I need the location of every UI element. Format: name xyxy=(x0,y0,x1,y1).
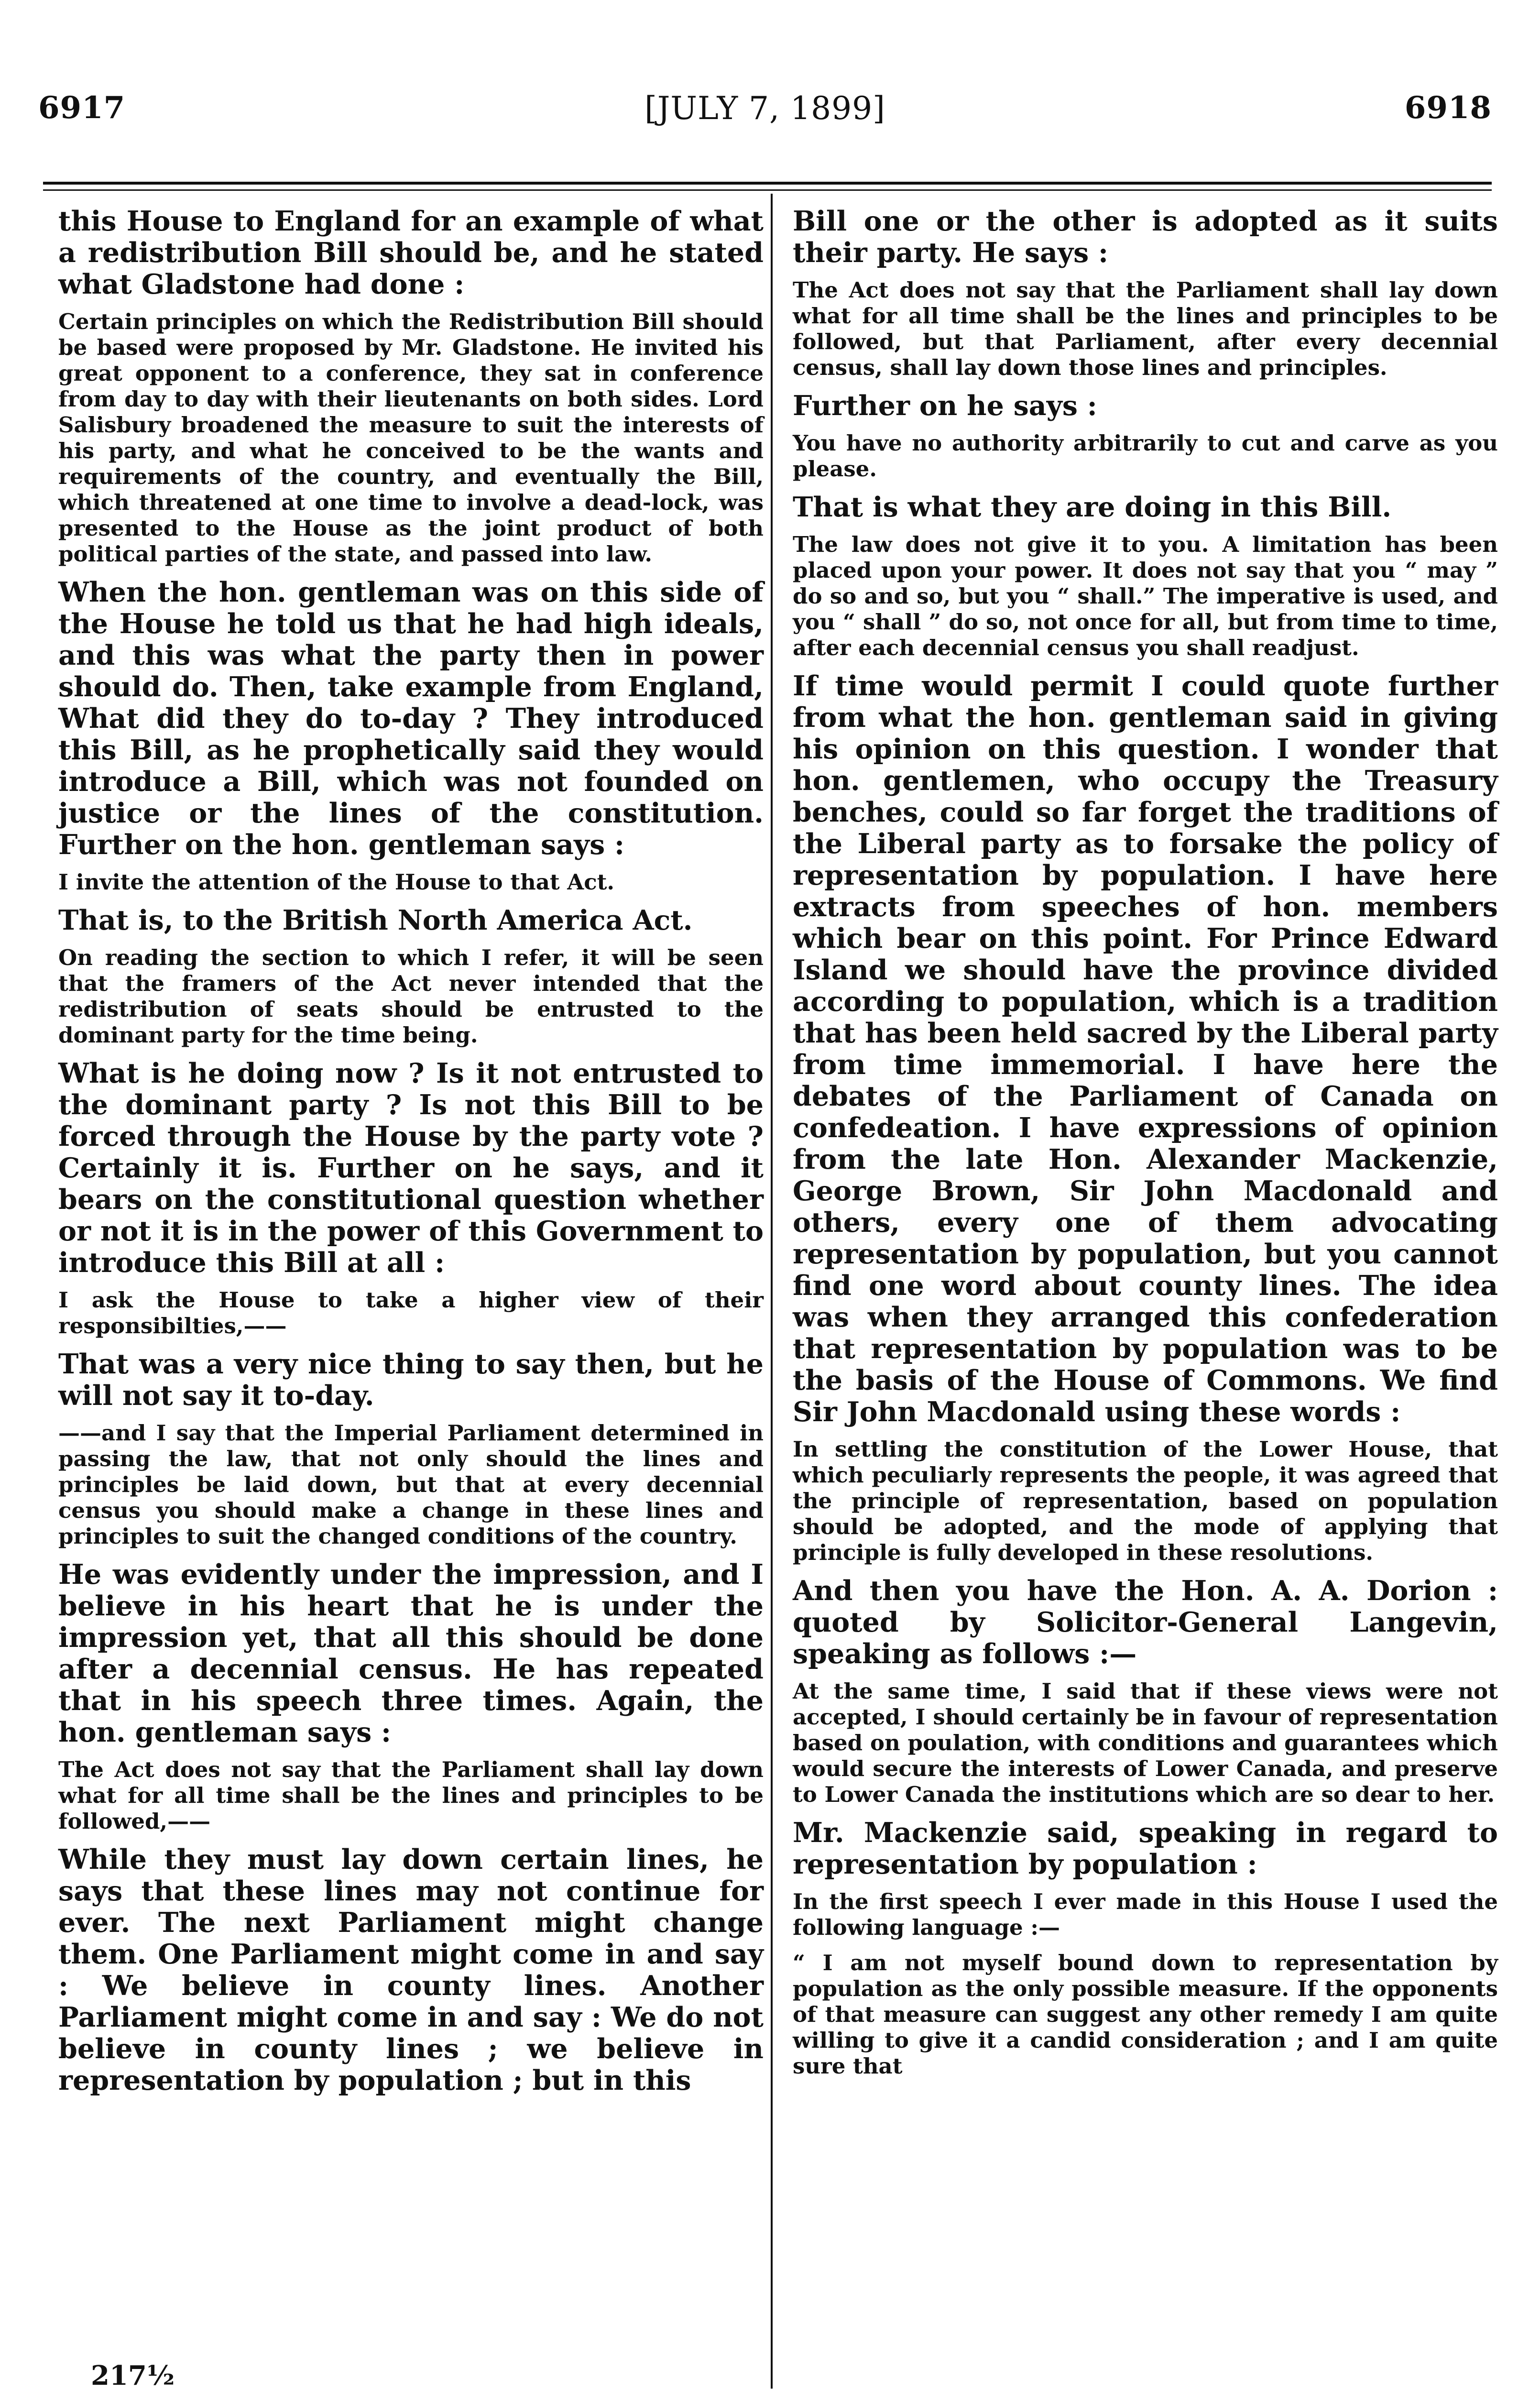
header-rule-bottom xyxy=(43,189,1492,191)
speech-paragraph: That was a very nice thing to say then, but he will not say it to-day. xyxy=(58,1348,764,1412)
signature-mark: 217½ xyxy=(91,2360,175,2391)
left-column xyxy=(58,206,764,2105)
page-number-left: 6917 xyxy=(38,90,126,126)
quoted-passage: You have no authority arbitrarily to cut and carve as you please. xyxy=(793,430,1498,482)
page-number-right: 6918 xyxy=(1404,90,1492,126)
quoted-passage: ——and I say that the Imperial Parliament determined in passing the law, that not only should the lines and principles be laid down, but that at every decennial census you should make a change in these lines and principles to suit the changed conditions of the country. xyxy=(58,1420,764,1549)
speech-paragraph: That is what they are doing in this Bill. xyxy=(793,491,1392,523)
page-header xyxy=(38,90,1492,133)
right-column xyxy=(793,206,1498,2089)
quoted-passage: At the same time, I said that if these views were not accepted, I should certainly be in favour of representation based on poulation, with conditions and guarantees which would secure the interests of Lower Canada, and preserve to Lower Canada the institutions which are so dear to her. xyxy=(793,1678,1498,1807)
speech-paragraph: If time would permit I could quote further from what the hon. gentleman said in giving his opinion on this question. I wonder that hon. gentlemen, who occupy the Treasury benches, could so far forget the traditions of the Liberal party as to forsake the policy of representation by population. I have here extracts from speeches of hon. members which bear on this point. For Prince Edward Island we should have the province divided according to population, which is a tradition that has been held sacred by the Liberal party from time immemorial. I have here the debates of the Parliament of Canada on confedeation. I have expressions of opinion from the late Hon. Alexander Mackenzie, George Brown, Sir John Macdonald and others, every one of them advocating representation by population, but you cannot find one word about county lines. The idea was when they arranged this confederation that representation by population was to be the basis of the House of Commons. We find Sir John Macdonald using these words : xyxy=(793,670,1498,1428)
quoted-passage: I invite the attention of the House to that Act. xyxy=(58,869,615,895)
header-rule-top xyxy=(43,182,1492,185)
speech-paragraph: Bill one or the other is adopted as it suits their party. He says : xyxy=(793,205,1498,269)
quoted-passage: Certain principles on which the Redistribution Bill should be based were proposed by Mr. Gladstone. He invited his great opponent to a conference, they sat in conference from day to day with their lieutenants on both sides. Lord Salisbury broadened the measure to suit the interests of his party, and what he conceived to be the wants and requirements of the country, and eventually the Bill, which threatened at one time to involve a dead-lock, was presented to the House as the joint product of both political parties of the state, and passed into law. xyxy=(58,309,764,567)
speech-paragraph: He was evidently under the impression, and I believe in his heart that he is under the impression yet, that all this should be done after a decennial census. He has repeated that in his speech three times. Again, the hon. gentleman says : xyxy=(58,1558,764,1748)
quoted-passage: The law does not give it to you. A limitation has been placed upon your power. It does not say that you “ may ” do so and so, but you “ shall.” The imperative is used, and you “ shall ” do so, not once for all, but from time to time, after each decennial census you shall readjust. xyxy=(793,532,1498,660)
speech-paragraph: When the hon. gentleman was on this side of the House he told us that he had high ideals, and this was what the party then in power should do. Then, take example from England, What did they do to-day ? They introduced this Bill, as he prophetically said they would introduce a Bill, which was not founded on justice or the lines of the constitution. Further on the hon. gentleman says : xyxy=(58,576,764,861)
speech-paragraph: While they must lay down certain lines, he says that these lines may not continue for ever. The next Parliament might change them. One Parliament might come in and say : We believe in county lines. Another Parliament might come in and say : We do not believe in county lines ; we believe in representation by population ; but in this xyxy=(58,1843,764,2096)
speech-paragraph: What is he doing now ? Is it not entrusted to the dominant party ? Is not this Bill to be forced through the House by the party vote ? Certainly it is. Further on he says, and it bears on the constitutional question whether or not it is in the power of this Government to introduce this Bill at all : xyxy=(58,1057,764,1279)
speech-paragraph: Mr. Mackenzie said, speaking in regard to representation by population : xyxy=(793,1817,1498,1880)
quoted-passage: The Act does not say that the Parliament shall lay down what for all time shall be the lines and principles to be followed,—— xyxy=(58,1757,764,1834)
speech-paragraph: this House to England for an example of what a redistribution Bill should be, and he stated what Gladstone had done : xyxy=(58,205,764,300)
quoted-passage: The Act does not say that the Parliament shall lay down what for all time shall be the lines and principles to be followed, but that Parliament, after every decennial census, shall lay down those lines and principles. xyxy=(793,277,1498,380)
speech-paragraph: That is, to the British North America Act. xyxy=(58,904,693,936)
quoted-passage: On reading the section to which I refer, it will be seen that the framers of the Act never intended that the redistribution of seats should be entrusted to the dominant party for the time being. xyxy=(58,945,764,1048)
speech-paragraph: And then you have the Hon. A. A. Dorion : quoted by Solicitor-General Langevin, speaking as follows :— xyxy=(793,1575,1498,1670)
column-divider xyxy=(771,194,773,2389)
quoted-passage: “ I am not myself bound down to representation by population as the only possible measure. If the opponents of that measure can suggest any other remedy I am quite willing to give it a candid consideration ; and I am quite sure that xyxy=(793,1950,1498,2079)
quoted-passage: In settling the constitution of the Lower House, that which peculiarly represents the people, it was agreed that the principle of representation, based on population should be adopted, and the mode of applying that principle is fully developed in these resolutions. xyxy=(793,1437,1498,1565)
quoted-passage: I ask the House to take a higher view of their responsibilties,—— xyxy=(58,1287,764,1338)
quoted-passage: In the first speech I ever made in this House I used the following language :— xyxy=(793,1889,1498,1940)
speech-paragraph: Further on he says : xyxy=(793,390,1097,422)
date-heading: [JULY 7, 1899] xyxy=(644,90,885,127)
